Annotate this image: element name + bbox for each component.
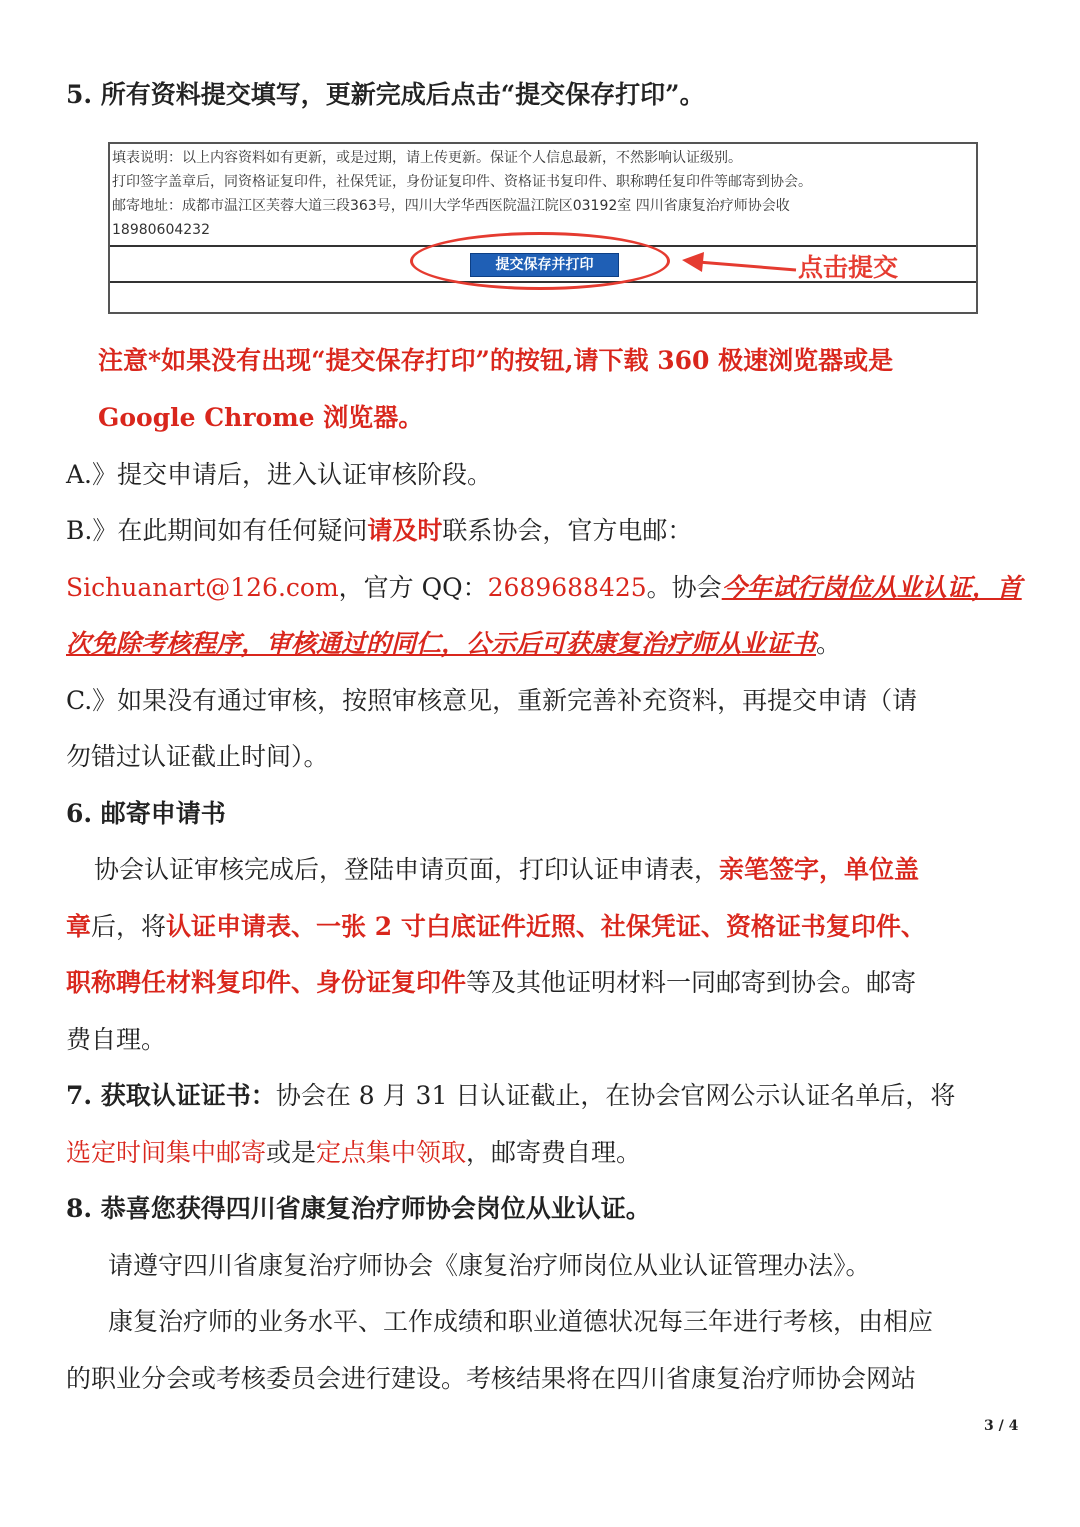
step8-para-2a: 康复治疗师的业务水平、工作成绩和职业道德状况每三年进行考核，由相应 (108, 1307, 934, 1336)
item-b-line-2 (66, 571, 1022, 605)
item-a: A.》提交申请后，进入认证审核阶段。 (66, 460, 493, 489)
form-note-phone: 18980604232 (112, 222, 210, 238)
assoc-text: 。协会 (646, 573, 722, 602)
step7-text-1: 协会在 8 月 31 日认证截止，在协会官网公示认证名单后，将 (275, 1081, 956, 1110)
step6-text-2: 后，将 (91, 912, 167, 941)
step6-red-2: 认证申请表、一张 2 寸白底证件近照、社保凭证、资格证书复印件、 (166, 912, 926, 941)
step7-text-end: ，邮寄费自理。 (466, 1138, 642, 1167)
arrow-icon (678, 244, 798, 284)
form-note-3: 邮寄地址：成都市温江区芙蓉大道三段363号，四川大学华西医院温江院区03192室 四川省康复治疗师协会收 (112, 198, 790, 214)
official-email: Sichuanart@126.com (66, 573, 339, 602)
step7-red-1: 选定时间集中邮寄 (66, 1138, 267, 1167)
step6-heading: 6. 邮寄申请书 (66, 799, 226, 828)
form-note-1: 填表说明：以上内容资料如有更新，或是过期，请上传更新。保证个人信息最新，不然影响认证级别。 (112, 150, 742, 166)
step6-line-3 (66, 966, 1016, 1000)
step7-text-mid: 或是 (266, 1138, 317, 1167)
submit-save-print-button[interactable]: 提交保存并打印 (470, 253, 619, 277)
step7-heading: 7. 获取认证证书： (66, 1081, 276, 1110)
item-c-line-1: C.》如果没有通过审核，按照审核意见，重新完善补充资料，再提交申请（请 (66, 686, 918, 715)
item-b-end: 。 (816, 629, 842, 658)
step5-heading: 5. 所有资料提交填写，更新完成后点击“提交保存打印”。 (66, 80, 705, 109)
item-c-line-2: 勿错过认证截止时间）。 (66, 742, 329, 771)
item-b-red: 请及时 (367, 516, 443, 545)
step6-red-1: 亲笔签字，单位盖 (719, 855, 920, 884)
official-qq: 2689688425 (487, 573, 647, 602)
step6-text-3: 等及其他证明材料一同邮寄到协会。邮寄 (466, 968, 917, 997)
step7-line-1 (66, 1079, 1016, 1113)
step6-line-2 (66, 910, 1016, 944)
step7-line-2 (66, 1136, 1016, 1170)
step6-red-2a: 章 (66, 912, 92, 941)
notice-line-2: Google Chrome 浏览器。 (98, 403, 424, 432)
click-submit-callout: 点击提交 (798, 253, 899, 282)
step8-para-1: 请遵守四川省康复治疗师协会《康复治疗师岗位从业认证管理办法》。 (108, 1251, 871, 1280)
page-number: 3 / 4 (984, 1418, 1019, 1434)
item-b-text: B.》在此期间如有任何疑问 (66, 516, 368, 545)
step6-line-1 (94, 853, 1044, 887)
step6-red-3: 职称聘任材料复印件、身份证复印件 (66, 968, 467, 997)
item-b-line-1 (66, 514, 1016, 548)
qq-label: ，官方 QQ： (338, 573, 488, 602)
highlight-oval (410, 232, 670, 290)
item-b-line-3 (66, 627, 1016, 661)
highlight-text-2: 次免除考核程序，审核通过的同仁，公示后可获康复治疗师从业证书 (66, 629, 817, 658)
highlight-text-1: 今年试行岗位从业认证，首 (721, 573, 1022, 602)
step6-line-4: 费自理。 (66, 1025, 167, 1054)
step7-red-2: 定点集中领取 (316, 1138, 467, 1167)
form-note-2: 打印签字盖章后，同资格证复印件，社保凭证，身份证复印件、资格证书复印件、职称聘任复印件等邮寄到协会。 (112, 174, 812, 190)
notice-line-1: 注意*如果没有出现“提交保存打印”的按钮,请下载 360 极速浏览器或是 (98, 346, 894, 375)
step8-para-2b: 的职业分会或考核委员会进行建设。考核结果将在四川省康复治疗师协会网站 (66, 1364, 917, 1393)
step6-text-1: 协会认证审核完成后，登陆申请页面，打印认证申请表， (94, 855, 720, 884)
item-b-text-2: 联系协会，官方电邮： (442, 516, 693, 545)
form-screenshot (108, 142, 978, 314)
step8-heading: 8. 恭喜您获得四川省康复治疗师协会岗位从业认证。 (66, 1194, 651, 1223)
